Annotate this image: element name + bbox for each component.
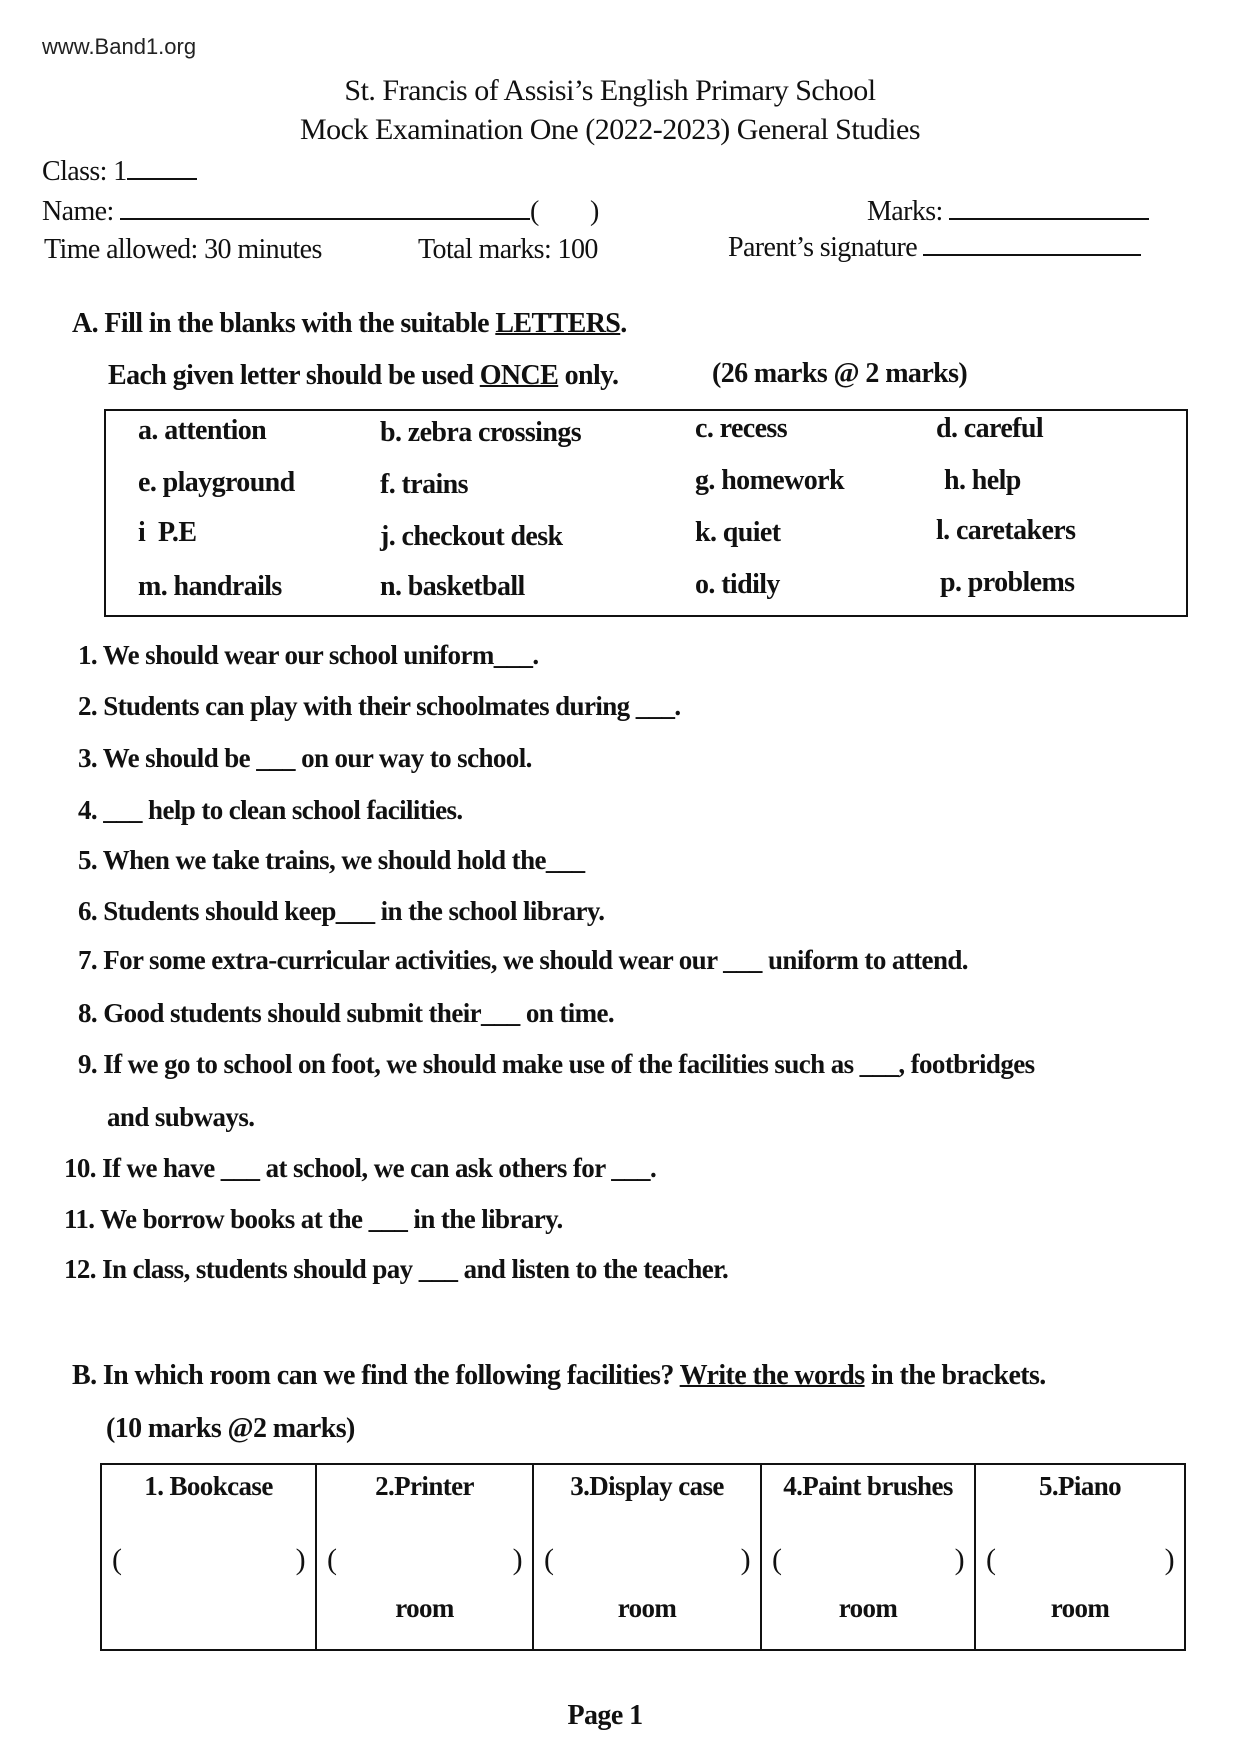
watermark: www.Band1.org — [42, 34, 197, 59]
question-11: 11. We borrow books at the ___ in the library. — [64, 1204, 563, 1234]
page-number: Page 1 — [567, 1700, 643, 1731]
section-a-instructions: Each given letter should be used ONCE only. — [108, 360, 619, 391]
question-5: 5. When we take trains, we should hold the___ — [78, 845, 585, 875]
rooms-table — [100, 1463, 1186, 1651]
question-3: 3. We should be ___ on our way to school. — [78, 743, 532, 773]
word-option: p. problems — [940, 567, 1075, 598]
room-cell[interactable]: 1. Bookcase ( ) — [101, 1464, 316, 1650]
section-a-heading: A. Fill in the blanks with the suitable LETTERS. — [72, 308, 627, 339]
word-option: l. caretakers — [936, 515, 1076, 546]
room-cell[interactable]: 5.Piano ( ) room — [975, 1464, 1185, 1650]
section-b-marks: (10 marks @2 marks) — [106, 1413, 355, 1444]
word-option: k. quiet — [695, 517, 781, 548]
name-field[interactable] — [42, 196, 599, 228]
word-option: d. careful — [936, 413, 1044, 444]
word-option: o. tidily — [695, 569, 780, 600]
question-8: 8. Good students should submit their___ on time. — [78, 998, 615, 1028]
question-7: 7. For some extra-curricular activities, we should wear our ___ uniform to attend. — [78, 945, 968, 975]
word-option: c. recess — [695, 413, 788, 444]
parent-signature-field[interactable] — [728, 232, 1141, 264]
room-cell[interactable]: 3.Display case ( ) room — [533, 1464, 761, 1650]
word-option: g. homework — [695, 465, 844, 496]
question-10: 10. If we have ___ at school, we can ask others for ___. — [64, 1153, 657, 1183]
section-b-heading: B. In which room can we find the following facilities? Write the words in the brackets. — [72, 1360, 1046, 1391]
parent-signature-label: Parent’s signature — [728, 232, 918, 263]
class-number-bracket: ( ) — [530, 196, 599, 227]
room-cell[interactable]: 4.Paint brushes ( ) room — [761, 1464, 975, 1650]
word-bank-box — [104, 409, 1188, 617]
time-allowed: Time allowed: 30 minutes — [44, 234, 322, 265]
school-name: St. Francis of Assisi’s English Primary School — [344, 74, 876, 107]
word-option: e. playground — [138, 467, 295, 498]
question-2: 2. Students can play with their schoolmates during ___. — [78, 691, 681, 721]
name-label: Name: — [42, 196, 114, 227]
word-option: m. handrails — [138, 571, 282, 602]
class-field[interactable] — [42, 156, 197, 188]
question-9-continued: and subways. — [107, 1102, 255, 1132]
word-option: a. attention — [138, 415, 267, 446]
section-a-marks: (26 marks @ 2 marks) — [712, 358, 968, 389]
word-option: h. help — [944, 465, 1021, 496]
question-4: 4. ___ help to clean school facilities. — [78, 795, 463, 825]
word-option: f. trains — [380, 469, 468, 500]
question-6: 6. Students should keep___ in the school library. — [78, 896, 605, 926]
marks-field[interactable] — [867, 196, 1149, 228]
exam-title: Mock Examination One (2022-2023) General Studies — [299, 113, 921, 146]
word-option: n. basketball — [380, 571, 525, 602]
question-1: 1. We should wear our school uniform___. — [78, 640, 539, 670]
total-marks: Total marks: 100 — [418, 234, 598, 265]
marks-label: Marks: — [867, 196, 943, 227]
word-option: i P.E — [138, 517, 197, 548]
room-cell[interactable]: 2.Printer ( ) room — [316, 1464, 533, 1650]
word-option: j. checkout desk — [380, 521, 563, 552]
word-option: b. zebra crossings — [380, 417, 582, 448]
class-label: Class: 1 — [42, 156, 127, 187]
question-12: 12. In class, students should pay ___ and listen to the teacher. — [64, 1254, 729, 1284]
question-9: 9. If we go to school on foot, we should make use of the facilities such as ___, footbridges — [78, 1049, 1035, 1079]
